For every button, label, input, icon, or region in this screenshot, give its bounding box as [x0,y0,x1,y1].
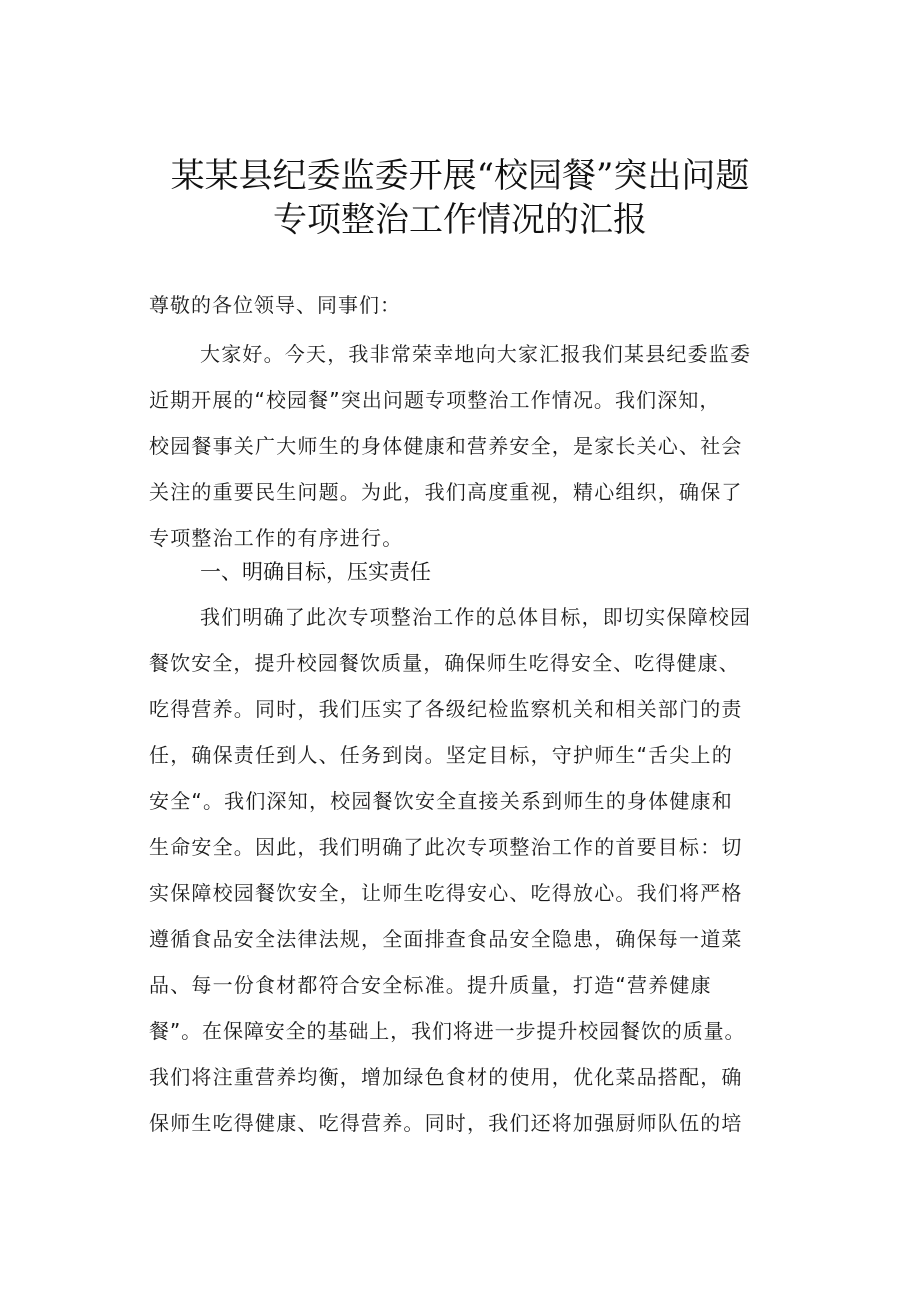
paragraph-1-line: 近期开展的“校园餐”突出问题专项整治工作情况。我们深知， [149,388,721,412]
paragraph-1-line: 校园餐事关广大师生的身体健康和营养安全，是家长关心、社会 [149,434,743,458]
paragraph-2-line: 实保障校园餐饮安全，让师生吃得安心、吃得放心。我们将严格 [149,881,743,905]
salutation: 尊敬的各位领导、同事们： [149,293,401,317]
paragraph-1-line: 大家好。今天，我非常荣幸地向大家汇报我们某县纪委监委 [200,342,752,366]
paragraph-1-line: 关注的重要民生问题。为此，我们高度重视，精心组织，确保了 [149,480,743,504]
paragraph-2-line: 任，确保责任到人、任务到岗。坚定目标，守护师生“舌尖上的 [149,743,733,767]
paragraph-2-line: 餐饮安全，提升校园餐饮质量，确保师生吃得安全、吃得健康、 [149,651,740,675]
section-1-heading: 一、明确目标，压实责任 [200,560,431,584]
paragraph-2-line: 我们将注重营养均衡，增加绿色食材的使用，优化菜品搭配，确 [149,1065,743,1089]
paragraph-2-line: 生命安全。因此，我们明确了此次专项整治工作的首要目标：切 [149,835,743,859]
paragraph-2-line: 保师生吃得健康、吃得营养。同时，我们还将加强厨师队伍的培 [149,1111,743,1135]
paragraph-2-line: 安全“。我们深知，校园餐饮安全直接关系到师生的身体健康和 [149,789,733,813]
paragraph-1-line: 专项整治工作的有序进行。 [149,526,404,550]
paragraph-2-line: 品、每一份食材都符合安全标准。提升质量，打造“营养健康 [149,973,712,997]
paragraph-2-line: 遵循食品安全法律法规，全面排查食品安全隐患，确保每一道菜 [149,927,743,951]
document-title-line-1: 某某县纪委监委开展“校园餐”突出问题 [170,156,750,196]
paragraph-2-line: 吃得营养。同时，我们压实了各级纪检监察机关和相关部门的责 [149,697,743,721]
paragraph-2-line: 我们明确了此次专项整治工作的总体目标，即切实保障校园 [200,605,752,629]
document-title-line-2: 专项整治工作情况的汇报 [273,200,647,240]
paragraph-2-line: 餐”。在保障安全的基础上，我们将进一步提升校园餐饮的质量。 [149,1019,746,1043]
